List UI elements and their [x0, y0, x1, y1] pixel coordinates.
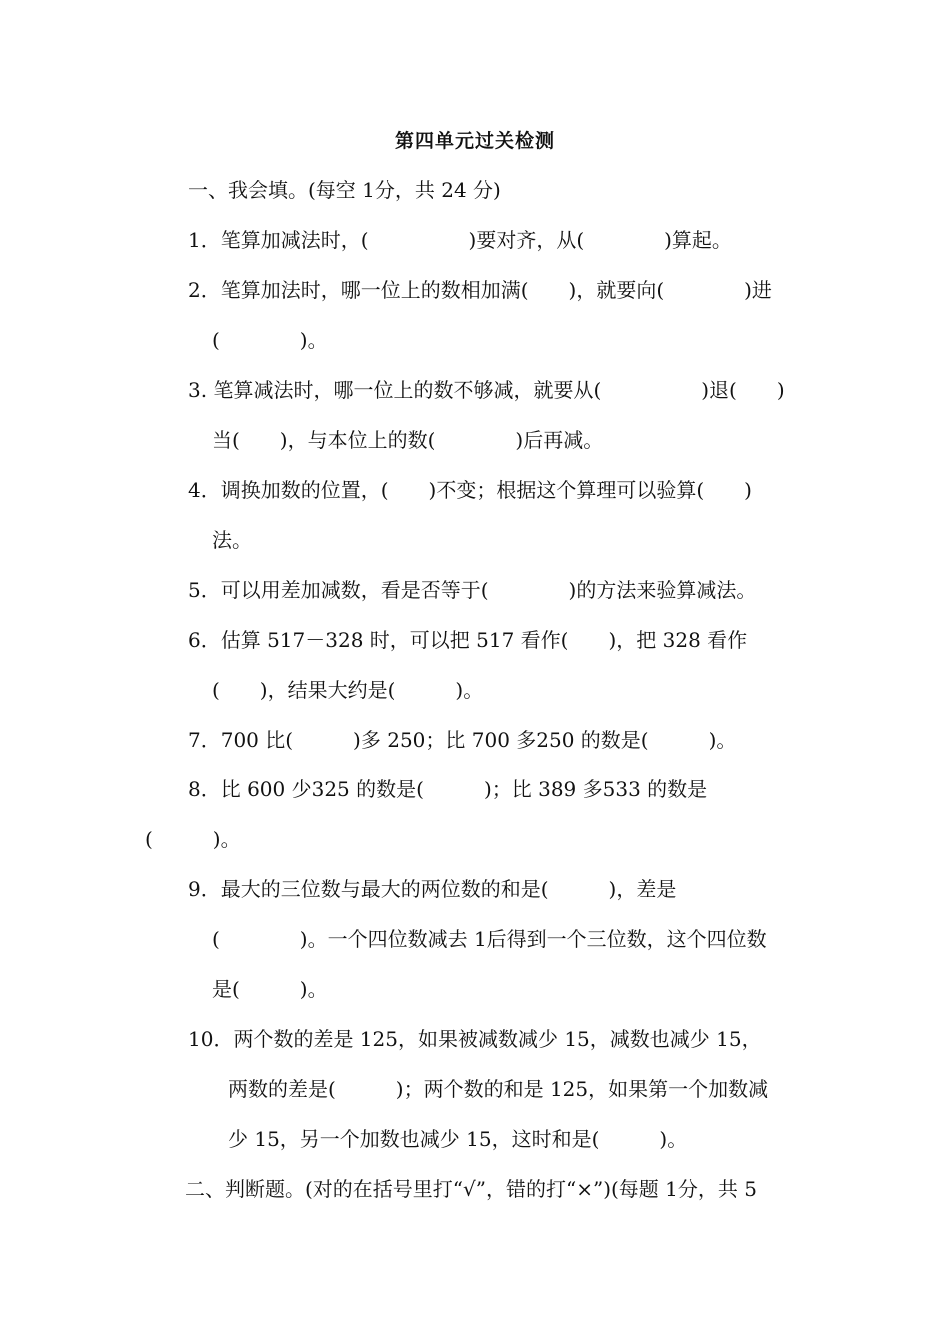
question-10-line-1: 10．两个数的差是 125，如果被减数减少 15，减数也减少 15， [188, 1027, 762, 1051]
section-2-heading: 二、判断题。(对的在括号里打“√”，错的打“×”)(每题 1分，共 5 [185, 1177, 757, 1201]
question-9-line-1: 9．最大的三位数与最大的两位数的和是( )，差是 [188, 877, 677, 901]
question-1: 1．笔算加减法时，( )要对齐，从( )算起。 [188, 228, 732, 252]
question-2-line-2: ( )。 [212, 328, 328, 352]
section-1-heading: 一、我会填。(每空 1分，共 24 分) [188, 178, 501, 202]
question-6-line-1: 6．估算 517－328 时，可以把 517 看作( )，把 328 看作 [188, 628, 748, 652]
question-2-line-1: 2．笔算加法时，哪一位上的数相加满( )，就要向( )进 [188, 278, 772, 302]
question-5: 5．可以用差加减数，看是否等于( )的方法来验算减法。 [188, 578, 757, 602]
question-8-line-2: ( )。 [145, 827, 241, 851]
question-10-line-3: 少 15，另一个加数也减少 15，这时和是( )。 [228, 1127, 688, 1151]
document-title: 第四单元过关检测 [394, 130, 555, 152]
question-9-line-2: ( )。一个四位数减去 1后得到一个三位数，这个四位数 [212, 927, 767, 951]
question-3-line-2: 当( )，与本位上的数( )后再减。 [212, 428, 604, 452]
question-4-line-1: 4．调换加数的位置，( )不变；根据这个算理可以验算( ) [188, 478, 752, 502]
question-10-line-2: 两数的差是( )；两个数的和是 125，如果第一个加数减 [228, 1077, 769, 1101]
question-6-line-2: ( )，结果大约是( )。 [212, 678, 484, 702]
question-9-line-3: 是( )。 [212, 977, 328, 1001]
question-8-line-1: 8．比 600 少325 的数是( )；比 389 多533 的数是 [188, 777, 708, 801]
question-3-line-1: 3. 笔算减法时，哪一位上的数不够减，就要从( )退( ) [188, 378, 785, 402]
question-4-line-2: 法。 [212, 528, 252, 552]
question-7: 7．700 比( )多 250；比 700 多250 的数是( )。 [188, 728, 737, 752]
